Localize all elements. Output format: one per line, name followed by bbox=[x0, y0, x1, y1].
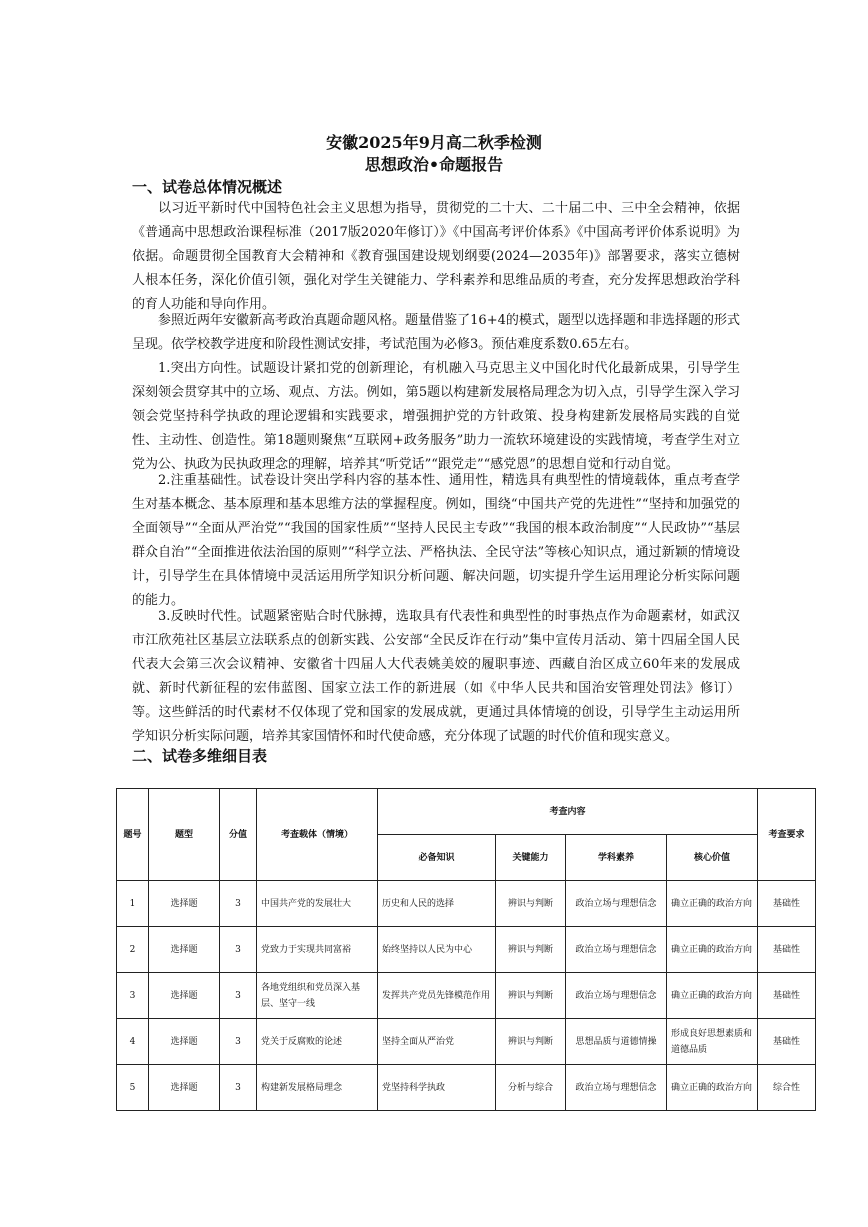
cell-knowledge: 坚持全面从严治党 bbox=[378, 1019, 496, 1065]
header-content: 考查内容 bbox=[378, 789, 758, 835]
cell-carrier: 党致力于实现共同富裕 bbox=[257, 927, 378, 973]
cell-literacy: 政治立场与理想信念 bbox=[566, 973, 667, 1019]
cell-literacy: 政治立场与理想信念 bbox=[566, 927, 667, 973]
cell-knowledge: 历史和人民的选择 bbox=[378, 881, 496, 927]
cell-type: 选择题 bbox=[149, 973, 220, 1019]
cell-requirement: 基础性 bbox=[758, 1019, 816, 1065]
header-score: 分值 bbox=[220, 789, 257, 881]
cell-ability: 辨识与判断 bbox=[496, 881, 566, 927]
cell-score: 3 bbox=[220, 1065, 257, 1111]
cell-requirement: 基础性 bbox=[758, 927, 816, 973]
paragraph-5: 3.反映时代性。试题紧密贴合时代脉搏，选取具有代表性和典型性的时事热点作为命题素材，如武汉市江欣苑社区基层立法联系点的创新实践、公安部“全民反诈在行动”集中宣传月活动、第十四届全国人民代表大会第三次会议精神、安徽省十四届人大代表姚美姣的履职事迹、西藏自治区成立60年来的发展成就、新时代新征程的宏伟蓝图、国家立法工作的新进展（如《中华人民共和国治安管理处罚法》修订）等。这些鲜活的时代素材不仅体现了党和国家的发展成就，更通过具体情境的创设，引导学生主动运用所学知识分析实际问题，培养其家国情怀和时代使命感，充分体现了试题的时代价值和现实意义。 bbox=[132, 609, 740, 744]
cell-requirement: 基础性 bbox=[758, 973, 816, 1019]
cell-score: 3 bbox=[220, 1019, 257, 1065]
cell-num: 5 bbox=[117, 1065, 149, 1111]
header-value: 核心价值 bbox=[667, 835, 758, 881]
cell-type: 选择题 bbox=[149, 927, 220, 973]
cell-value: 确立正确的政治方向 bbox=[667, 881, 758, 927]
cell-carrier: 中国共产党的发展壮大 bbox=[257, 881, 378, 927]
cell-value: 确立正确的政治方向 bbox=[667, 973, 758, 1019]
cell-knowledge: 发挥共产党员先锋模范作用 bbox=[378, 973, 496, 1019]
table-row bbox=[117, 881, 816, 927]
header-literacy: 学科素养 bbox=[566, 835, 667, 881]
header-knowledge: 必备知识 bbox=[378, 835, 496, 881]
cell-score: 3 bbox=[220, 927, 257, 973]
header-ability: 关键能力 bbox=[496, 835, 566, 881]
cell-literacy: 政治立场与理想信念 bbox=[566, 881, 667, 927]
document-title: 安徽2025年9月高二秋季检测 bbox=[326, 133, 542, 152]
cell-num: 4 bbox=[117, 1019, 149, 1065]
spec-table bbox=[116, 788, 816, 1111]
header-type: 题型 bbox=[149, 789, 220, 881]
cell-carrier: 党关于反腐败的论述 bbox=[257, 1019, 378, 1065]
cell-score: 3 bbox=[220, 973, 257, 1019]
cell-num: 1 bbox=[117, 881, 149, 927]
paragraph-4: 2.注重基础性。试卷设计突出学科内容的基本性、通用性，精选具有典型性的情境载体，重点考查学生对基本概念、基本原理和基本思维方法的掌握程度。例如，围绕“中国共产党的先进性”“坚持和加强党的全面领导”“全面从严治党”“我国的国家性质”“坚持人民民主专政”“我国的根本政治制度”“人民政协”“基层群众自治”“全面推进依法治国的原则”“科学立法、严格执法、全民守法”等核心知识点，通过新颖的情境设计，引导学生在具体情境中灵活运用所学知识分析问题、解决问题，切实提升学生运用理论分析实际问题的能力。 bbox=[132, 473, 740, 608]
cell-ability: 辨识与判断 bbox=[496, 973, 566, 1019]
cell-ability: 辨识与判断 bbox=[496, 927, 566, 973]
cell-carrier: 各地党组织和党员深入基层、坚守一线 bbox=[257, 973, 378, 1019]
cell-carrier: 构建新发展格局理念 bbox=[257, 1065, 378, 1111]
paragraph-1: 以习近平新时代中国特色社会主义思想为指导，贯彻党的二十大、二十届二中、三中全会精神，依据《普通高中思想政治课程标准（2017版2020年修订）》《中国高考评价体系》《中国高考评价体系说明》为依据。命题贯彻全国教育大会精神和《教育强国建设规划纲要(2024—2035年)》部署要求，落实立德树人根本任务，深化价值引领，强化对学生关键能力、学科素养和思维品质的考查，充分发挥思想政治学科的育人功能和导向作用。 bbox=[132, 201, 740, 312]
cell-type: 选择题 bbox=[149, 1065, 220, 1111]
cell-literacy: 思想品质与道德情操 bbox=[566, 1019, 667, 1065]
cell-type: 选择题 bbox=[149, 881, 220, 927]
cell-requirement: 综合性 bbox=[758, 1065, 816, 1111]
cell-type: 选择题 bbox=[149, 1019, 220, 1065]
cell-literacy: 政治立场与理想信念 bbox=[566, 1065, 667, 1111]
section-heading-spec-table: 二、试卷多维细目表 bbox=[132, 747, 268, 765]
table-row bbox=[117, 1065, 816, 1111]
cell-value: 形成良好思想素质和道德品质 bbox=[667, 1019, 758, 1065]
cell-knowledge: 始终坚持以人民为中心 bbox=[378, 927, 496, 973]
section-heading-overview: 一、试卷总体情况概述 bbox=[132, 178, 283, 196]
cell-ability: 辨识与判断 bbox=[496, 1019, 566, 1065]
cell-num: 2 bbox=[117, 927, 149, 973]
paragraph-3: 1.突出方向性。试题设计紧扣党的创新理论，有机融入马克思主义中国化时代化最新成果，引导学生深刻领会贯穿其中的立场、观点、方法。例如，第5题以构建新发展格局理念为切入点，引导学生深入学习领会党坚持科学执政的理论逻辑和实践要求，增强拥护党的方针政策、投身构建新发展格局实践的自觉性、主动性、创造性。第18题则聚焦“互联网+政务服务”助力一流软环境建设的实践情境，考查学生对立党为公、执政为民执政理念的理解，培养其“听党话”“跟党走”“感党恩”的思想自觉和行动自觉。 bbox=[132, 361, 740, 472]
cell-num: 3 bbox=[117, 973, 149, 1019]
paragraph-2: 参照近两年安徽新高考政治真题命题风格。题量借鉴了16+4的模式，题型以选择题和非选择题的形式呈现。依学校教学进度和阶段性测试安排，考试范围为必修3。预估难度系数0.65左右。 bbox=[132, 313, 740, 352]
header-requirement: 考查要求 bbox=[758, 789, 816, 881]
cell-ability: 分析与综合 bbox=[496, 1065, 566, 1111]
cell-value: 确立正确的政治方向 bbox=[667, 927, 758, 973]
cell-knowledge: 党坚持科学执政 bbox=[378, 1065, 496, 1111]
cell-score: 3 bbox=[220, 881, 257, 927]
table-row bbox=[117, 973, 816, 1019]
cell-requirement: 基础性 bbox=[758, 881, 816, 927]
document-subtitle: 思想政治•命题报告 bbox=[364, 155, 504, 174]
cell-value: 确立正确的政治方向 bbox=[667, 1065, 758, 1111]
header-num: 题号 bbox=[117, 789, 149, 881]
header-carrier: 考查载体（情境） bbox=[257, 789, 378, 881]
table-row bbox=[117, 1019, 816, 1065]
table-row bbox=[117, 927, 816, 973]
